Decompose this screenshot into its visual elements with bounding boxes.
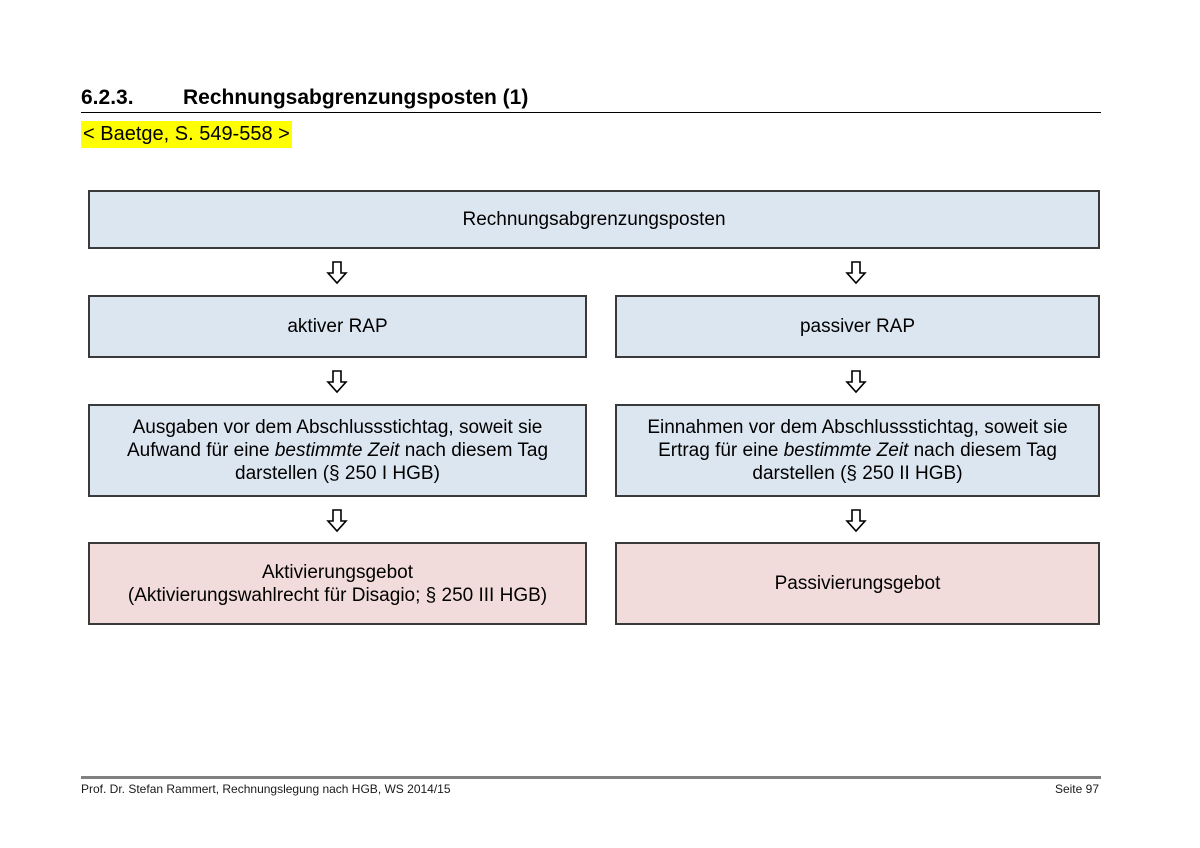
definition-text-post: nach diesem Tag <box>399 440 549 461</box>
passive-definition-text <box>647 416 1067 485</box>
active-definition-box <box>88 404 587 497</box>
down-arrow-icon <box>845 509 867 533</box>
definition-emphasis: bestimmte Zeit <box>274 440 400 461</box>
definition-line <box>647 439 1067 462</box>
definition-line: darstellen (§ 250 II HGB) <box>752 463 963 484</box>
page-heading <box>81 86 1101 113</box>
footer-author-course: Prof. Dr. Stefan Rammert, Rechnungslegung nach HGB, WS 2014/15 <box>81 782 451 796</box>
section-title: Rechnungsabgrenzungsposten (1) <box>183 86 529 109</box>
down-arrow-icon <box>326 509 348 533</box>
root-box <box>88 190 1100 249</box>
definition-line <box>127 439 548 462</box>
down-arrow-icon <box>326 261 348 285</box>
active-definition-text <box>127 416 548 485</box>
activation-requirement-box <box>88 542 587 625</box>
section-number: 6.2.3. <box>81 86 134 109</box>
passivation-requirement-box <box>615 542 1100 625</box>
root-label: Rechnungsabgrenzungsposten <box>462 209 726 230</box>
definition-line: Ausgaben vor dem Abschlussstichtag, soweit sie <box>132 417 543 438</box>
page-number: Seite 97 <box>1054 782 1099 796</box>
footer-divider <box>81 776 1101 779</box>
activation-requirement-text <box>128 561 547 607</box>
down-arrow-icon <box>845 261 867 285</box>
definition-text-pre: Aufwand für eine <box>126 440 275 461</box>
down-arrow-icon <box>845 370 867 394</box>
passive-definition-box <box>615 404 1100 497</box>
passive-rap-box <box>615 295 1100 358</box>
definition-text-post: nach diesem Tag <box>908 440 1057 461</box>
active-rap-label: aktiver RAP <box>287 316 388 337</box>
down-arrow-icon <box>326 370 348 394</box>
definition-emphasis: bestimmte Zeit <box>783 440 909 461</box>
definition-line: darstellen (§ 250 I HGB) <box>235 463 440 484</box>
definition-line: Einnahmen vor dem Abschlussstichtag, soweit sie <box>647 417 1068 438</box>
passive-rap-label: passiver RAP <box>799 316 916 337</box>
result-note: (Aktivierungswahlrecht für Disagio; § 250 III HGB) <box>127 584 548 606</box>
active-rap-box <box>88 295 587 358</box>
result-title: Passivierungsgebot <box>774 573 941 594</box>
result-title: Aktivierungsgebot <box>261 561 414 583</box>
definition-text-pre: Ertrag für eine <box>658 440 784 461</box>
literature-reference: < Baetge, S. 549-558 > <box>81 121 292 148</box>
